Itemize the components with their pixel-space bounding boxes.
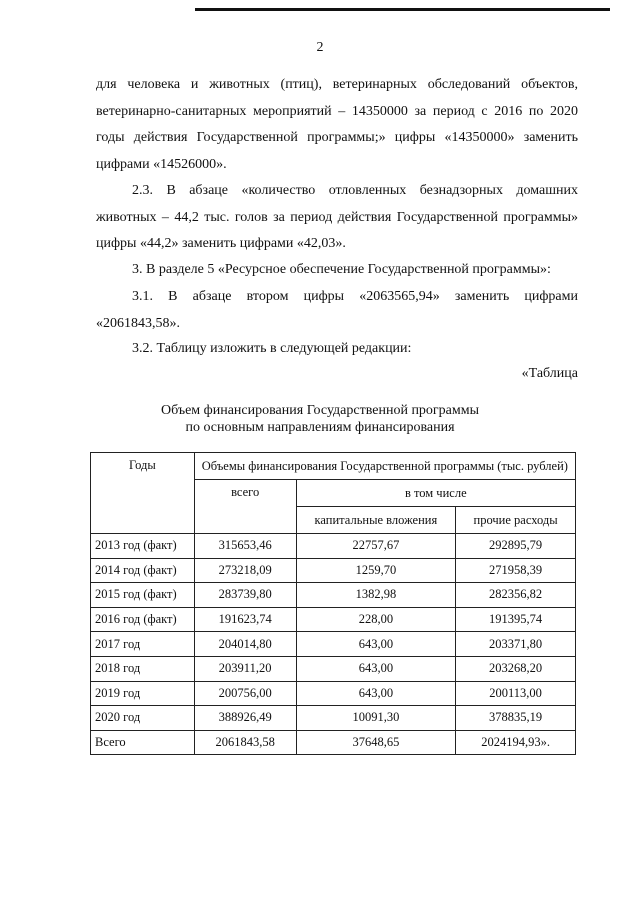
- cell-other: 191395,74: [456, 607, 576, 632]
- table-row: [91, 558, 576, 583]
- page-number: 2: [316, 40, 324, 55]
- table-row: [91, 583, 576, 608]
- cell-total: 283739,80: [194, 583, 296, 608]
- cell-year: 2020 год: [91, 706, 195, 731]
- table-caption-line2: по основным направлениям финансирования: [185, 420, 455, 435]
- cell-total: 273218,09: [194, 558, 296, 583]
- table-row: [91, 681, 576, 706]
- cell-other: 2024194,93».: [456, 730, 576, 755]
- header-including: в том числе: [296, 480, 575, 507]
- cell-year: 2015 год (факт): [91, 583, 195, 608]
- cell-capital: 10091,30: [296, 706, 456, 731]
- header-total: всего: [194, 480, 296, 534]
- table-row: [91, 607, 576, 632]
- cell-year: 2018 год: [91, 656, 195, 681]
- cell-total: 315653,46: [194, 534, 296, 559]
- cell-capital: 643,00: [296, 656, 456, 681]
- table-caption: [0, 402, 640, 436]
- table-row: [91, 632, 576, 657]
- table-caption-line1: Объем финансирования Государственной программы: [160, 403, 480, 418]
- cell-total: 388926,49: [194, 706, 296, 731]
- cell-year: 2014 год (факт): [91, 558, 195, 583]
- cell-year: 2019 год: [91, 681, 195, 706]
- cell-capital: 643,00: [296, 681, 456, 706]
- cell-total: 203911,20: [194, 656, 296, 681]
- paragraph-continuation: для человека и животных (птиц), ветеринарных обследований объектов, ветеринарно-санитарных мероприятий – 14350000 за период с 2016 по 2020 годы действия Государственной программы;» цифры «14350000» заменить цифрами «14526000».: [96, 77, 578, 172]
- financing-table: [90, 452, 576, 755]
- cell-other: 292895,79: [456, 534, 576, 559]
- cell-capital: 643,00: [296, 632, 456, 657]
- paragraph-2-3: 2.3. В абзаце «количество отловленных безнадзорных домашних животных – 44,2 тыс. голов за период действия Государственной программы» цифры «44,2» заменить цифрами «42,03».: [96, 183, 578, 251]
- cell-capital: 37648,65: [296, 730, 456, 755]
- table-row: [91, 534, 576, 559]
- header-volume: Объемы финансирования Государственной программы (тыс. рублей): [194, 453, 575, 480]
- table-label: «Таблица: [521, 366, 578, 381]
- header-capital: капитальные вложения: [296, 507, 456, 534]
- cell-total: 200756,00: [194, 681, 296, 706]
- header-years: Годы: [91, 453, 195, 534]
- table-row: [91, 656, 576, 681]
- table-row: [91, 706, 576, 731]
- top-rule: [195, 8, 610, 11]
- cell-other: 271958,39: [456, 558, 576, 583]
- cell-total: 2061843,58: [194, 730, 296, 755]
- cell-other: 203268,20: [456, 656, 576, 681]
- cell-other: 378835,19: [456, 706, 576, 731]
- cell-other: 282356,82: [456, 583, 576, 608]
- paragraph-3: 3. В разделе 5 «Ресурсное обеспечение Государственной программы»:: [132, 262, 551, 277]
- cell-capital: 1382,98: [296, 583, 456, 608]
- cell-total: 191623,74: [194, 607, 296, 632]
- paragraph-3-1: 3.1. В абзаце втором цифры «2063565,94» заменить цифрами «2061843,58».: [96, 289, 578, 331]
- table-row-total: [91, 730, 576, 755]
- paragraph-3-2: 3.2. Таблицу изложить в следующей редакции:: [132, 341, 412, 356]
- cell-total: 204014,80: [194, 632, 296, 657]
- header-other: прочие расходы: [456, 507, 576, 534]
- cell-other: 203371,80: [456, 632, 576, 657]
- cell-other: 200113,00: [456, 681, 576, 706]
- cell-capital: 1259,70: [296, 558, 456, 583]
- cell-capital: 22757,67: [296, 534, 456, 559]
- cell-capital: 228,00: [296, 607, 456, 632]
- cell-year: 2013 год (факт): [91, 534, 195, 559]
- cell-year: Всего: [91, 730, 195, 755]
- cell-year: 2016 год (факт): [91, 607, 195, 632]
- cell-year: 2017 год: [91, 632, 195, 657]
